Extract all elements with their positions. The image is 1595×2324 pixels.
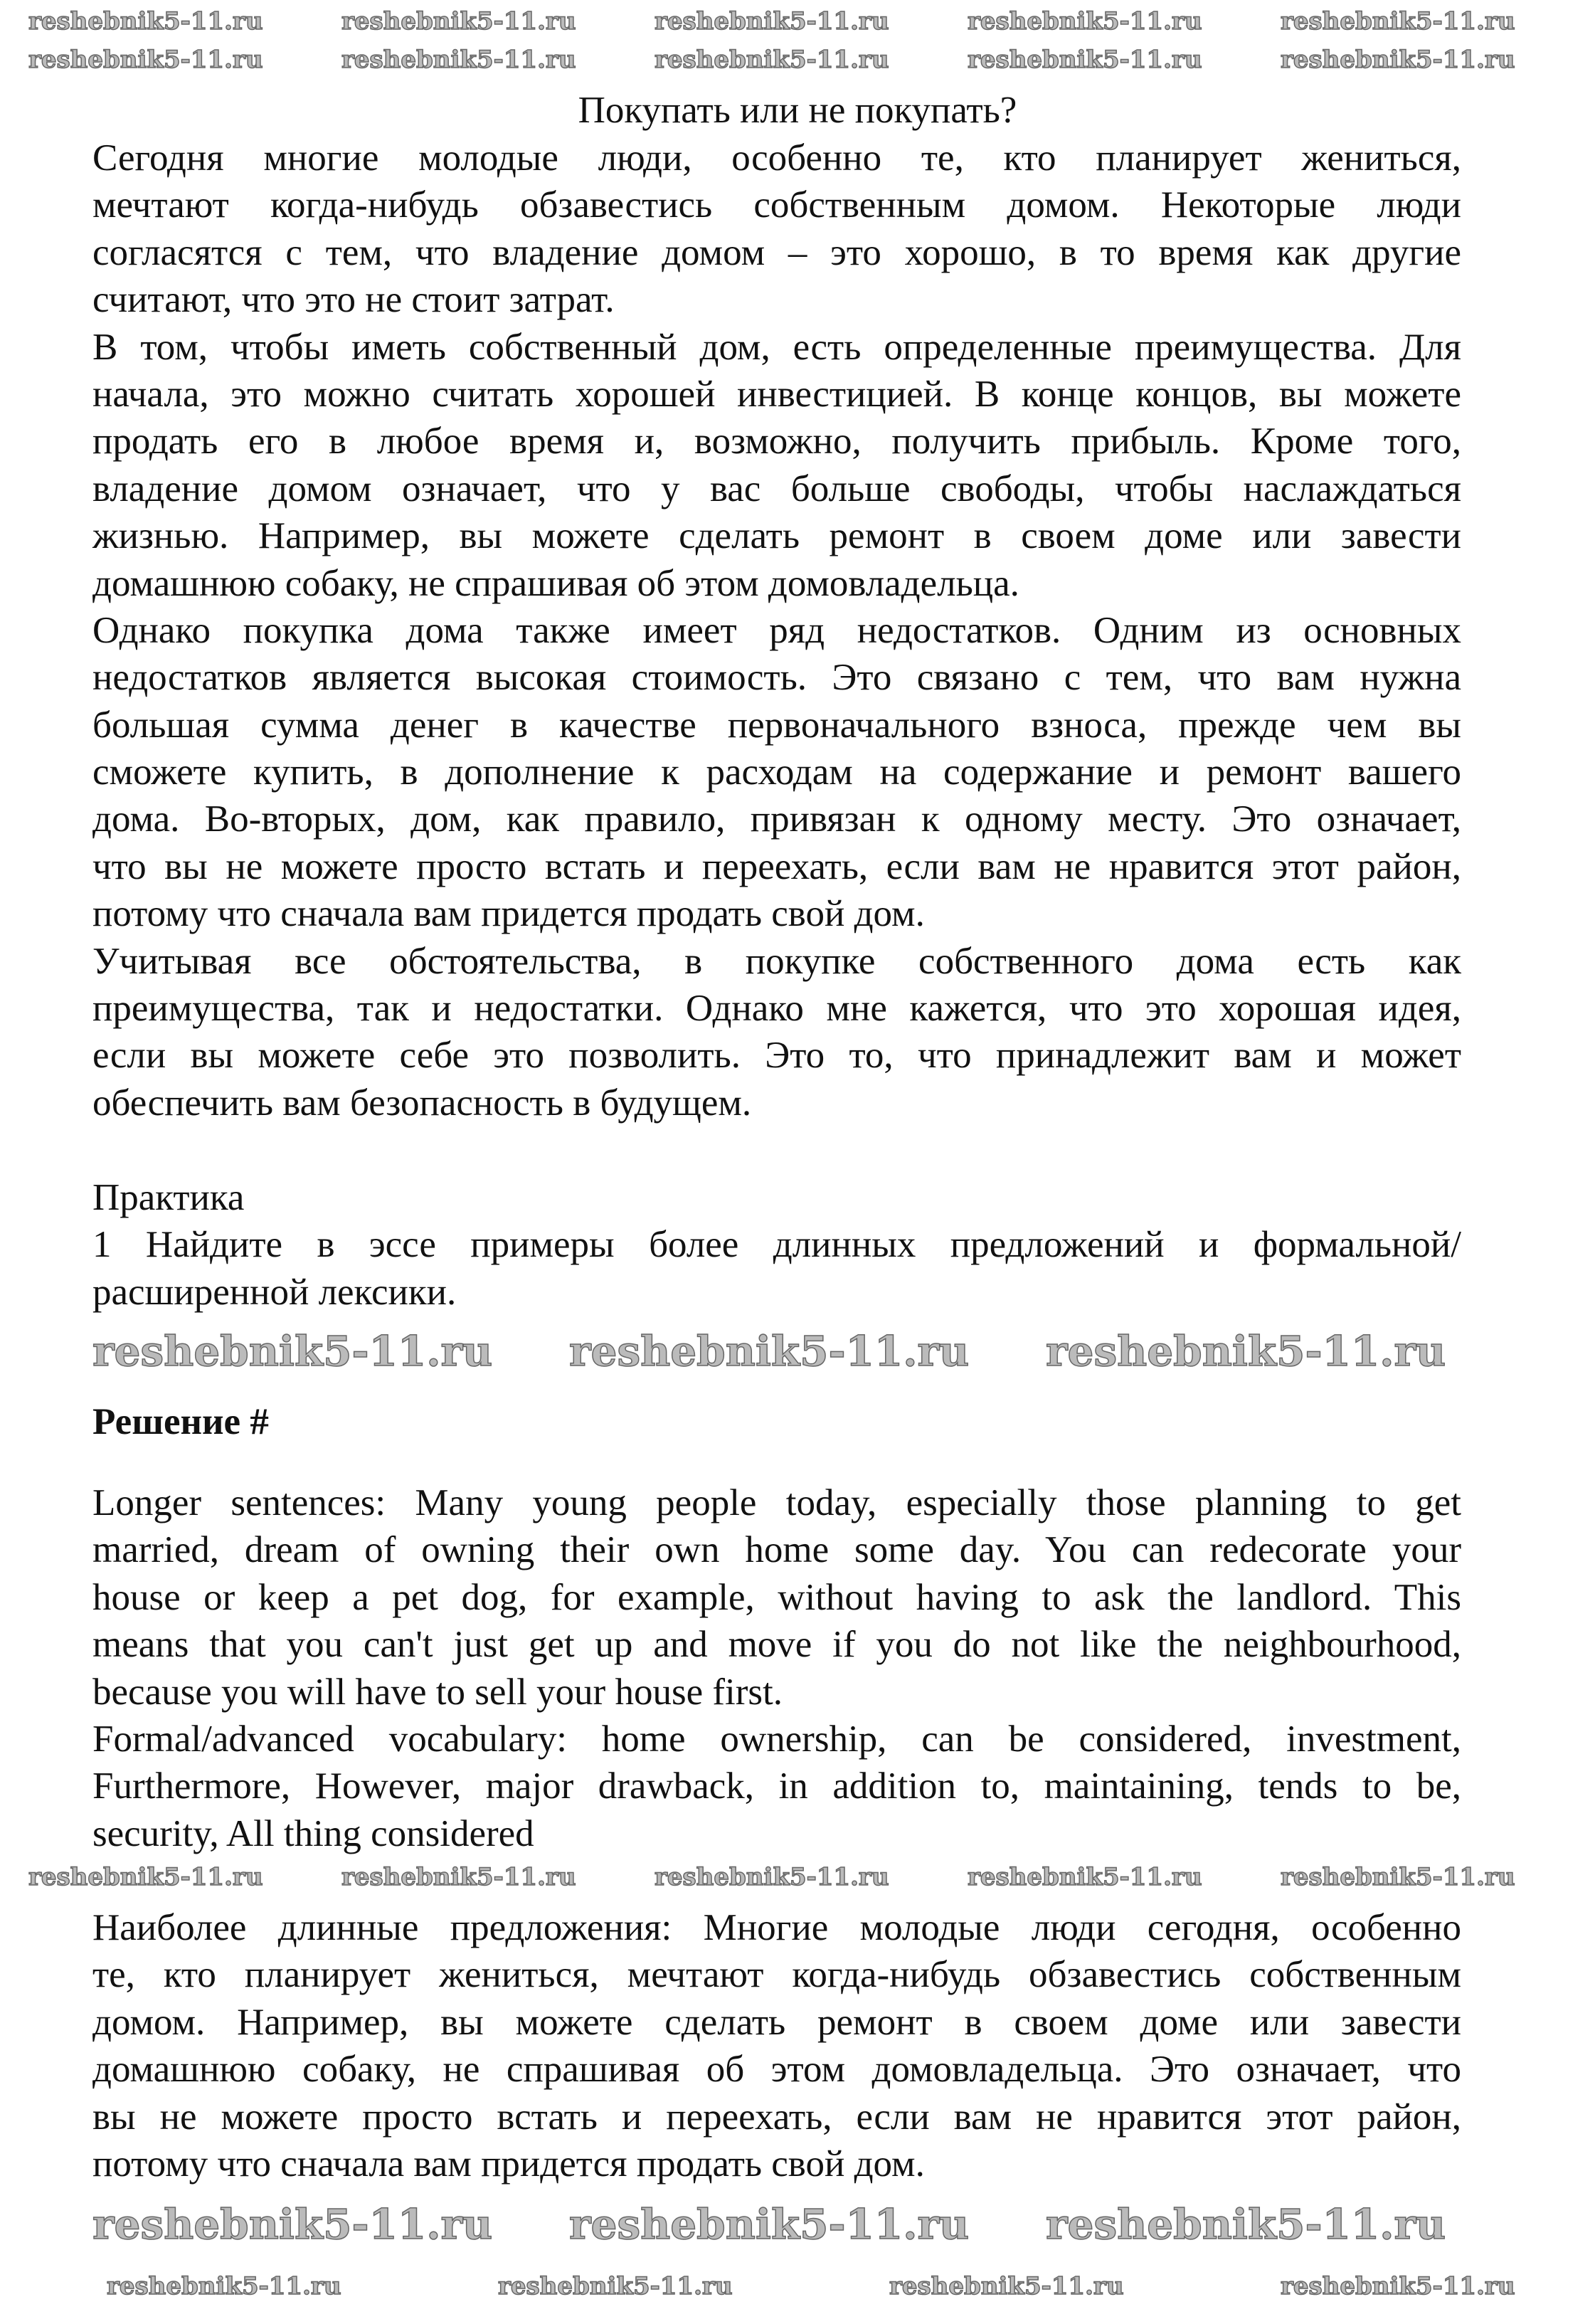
watermark: reshebnik5-11.ru [1281, 2272, 1515, 2301]
solution-english-line: house or keep a pet dog, for example, without having to ask the landlord. This [92, 1576, 1461, 1618]
watermark: reshebnik5-11.ru [889, 2272, 1124, 2301]
essay-paragraph-line: В том, чтобы иметь собственный дом, есть определенные преимущества. Для [92, 326, 1461, 368]
essay-paragraph-line: обеспечить вам безопасность в будущем. [92, 1082, 752, 1124]
watermark: reshebnik5-11.ru [1046, 1327, 1446, 1375]
essay-paragraph-line: потому что сначала вам придется продать свой дом. [92, 893, 925, 935]
essay-paragraph-line: начала, это можно считать хорошей инвестицией. В конце концов, вы можете [92, 373, 1461, 415]
essay-paragraph-line: мечтают когда-нибудь обзавестись собственным домом. Некоторые люди [92, 184, 1461, 226]
watermark: reshebnik5-11.ru [655, 7, 889, 36]
essay-paragraph-line: продать его в любое время и, возможно, получить прибыль. Кроме того, [92, 421, 1461, 463]
practice-section [92, 1174, 1461, 1316]
essay-paragraph-line: что вы не можете просто встать и переехать, если вам не нравится этот район, [92, 845, 1461, 887]
watermark: reshebnik5-11.ru [655, 46, 889, 74]
solution-english-line: Formal/advanced vocabulary: home ownership, can be considered, investment, [92, 1718, 1461, 1760]
solution-english-line: married, dream of owning their own home some day. You can redecorate your [92, 1529, 1461, 1571]
watermark: reshebnik5-11.ru [655, 1863, 889, 1891]
essay-paragraph-line: Однако покупка дома также имеет ряд недостатков. Одним из основных [92, 609, 1461, 651]
solution-english-line: because you will have to sell your house first. [92, 1671, 783, 1713]
solution-russian-line: те, кто планирует жениться, мечтают когда-нибудь обзавестись собственным [92, 1954, 1461, 1996]
solution-english-line: means that you can't just get up and move if you do not like the neighbourhood, [92, 1624, 1461, 1666]
essay-paragraph-line: жизнью. Например, вы можете сделать ремонт в своем доме или завести [92, 515, 1461, 557]
essay-paragraph-line: недостатков является высокая стоимость. Это связано с тем, что вам нужна [92, 657, 1461, 699]
practice-heading: Практика [92, 1177, 245, 1218]
watermark: reshebnik5-11.ru [569, 2200, 970, 2249]
solution-russian-line: потому что сначала вам придется продать свой дом. [92, 2143, 925, 2185]
solution-english-line: Longer sentences: Many young people today, especially those planning to get [92, 1482, 1461, 1523]
watermark: reshebnik5-11.ru [28, 1863, 263, 1891]
essay-paragraph-line: большая сумма денег в качестве первоначального взноса, прежде чем вы [92, 704, 1461, 746]
watermark: reshebnik5-11.ru [92, 2200, 493, 2249]
essay-paragraph-line: домашнюю собаку, не спрашивая об этом домовладельца. [92, 562, 1019, 604]
watermark: reshebnik5-11.ru [498, 2272, 733, 2301]
solution-russian [92, 1904, 1461, 2187]
watermark: reshebnik5-11.ru [1281, 46, 1515, 74]
essay-paragraph-line: дома. Во-вторых, дом, как правило, привязан к одному месту. Это означает, [92, 798, 1461, 840]
watermark: reshebnik5-11.ru [968, 46, 1202, 74]
watermark: reshebnik5-11.ru [341, 7, 576, 36]
essay-paragraph-line: преимущества, так и недостатки. Однако мне кажется, что это хорошая идея, [92, 988, 1461, 1030]
watermark: reshebnik5-11.ru [341, 1863, 576, 1891]
solution-english-line: security, All thing considered [92, 1812, 534, 1854]
solution-heading-wrap [92, 1398, 1461, 1445]
page-title: Покупать или не покупать? [578, 90, 1017, 131]
watermark: reshebnik5-11.ru [92, 1327, 493, 1375]
watermark: reshebnik5-11.ru [1281, 7, 1515, 36]
watermark: reshebnik5-11.ru [107, 2272, 341, 2301]
essay-paragraph-line: Сегодня многие молодые люди, особенно те, кто планирует жениться, [92, 137, 1461, 179]
watermark: reshebnik5-11.ru [341, 46, 576, 74]
practice-task-line: расширенной лексики. [92, 1271, 457, 1313]
essay-paragraph-line: считают, что это не стоит затрат. [92, 279, 615, 321]
solution-english-line: Furthermore, However, major drawback, in addition to, maintaining, tends to be, [92, 1765, 1461, 1807]
essay-paragraph-line: сможете купить, в дополнение к расходам на содержание и ремонт вашего [92, 751, 1461, 793]
watermark: reshebnik5-11.ru [569, 1327, 970, 1375]
solution-english [92, 1479, 1461, 1857]
practice-task-line: 1 Найдите в эссе примеры более длинных предложений и формальной/ [92, 1224, 1461, 1266]
essay-paragraph-line: Учитывая все обстоятельства, в покупке собственного дома есть как [92, 940, 1461, 982]
watermark: reshebnik5-11.ru [968, 1863, 1202, 1891]
watermark: reshebnik5-11.ru [28, 7, 263, 36]
watermark: reshebnik5-11.ru [1046, 2200, 1446, 2249]
essay-paragraph-line: согласятся с тем, что владение домом – это хорошо, в то время как другие [92, 231, 1461, 273]
watermark: reshebnik5-11.ru [968, 7, 1202, 36]
solution-russian-line: вы не можете просто встать и переехать, если вам не нравится этот район, [92, 2096, 1461, 2138]
solution-russian-line: Наиболее длинные предложения: Многие молодые люди сегодня, особенно [92, 1907, 1461, 1948]
essay-body [92, 134, 1461, 1126]
solution-heading: Решение # [92, 1401, 269, 1442]
essay-paragraph-line: владение домом означает, что у вас больше свободы, чтобы наслаждаться [92, 468, 1461, 509]
solution-russian-line: домашнюю собаку, не спрашивая об этом домовладельца. Это означает, что [92, 2049, 1461, 2091]
solution-russian-line: домом. Например, вы можете сделать ремонт в своем доме или завести [92, 2001, 1461, 2043]
watermark: reshebnik5-11.ru [28, 46, 263, 74]
essay-paragraph-line: если вы можете себе это позволить. Это то, что принадлежит вам и может [92, 1035, 1461, 1077]
watermark: reshebnik5-11.ru [1281, 1863, 1515, 1891]
